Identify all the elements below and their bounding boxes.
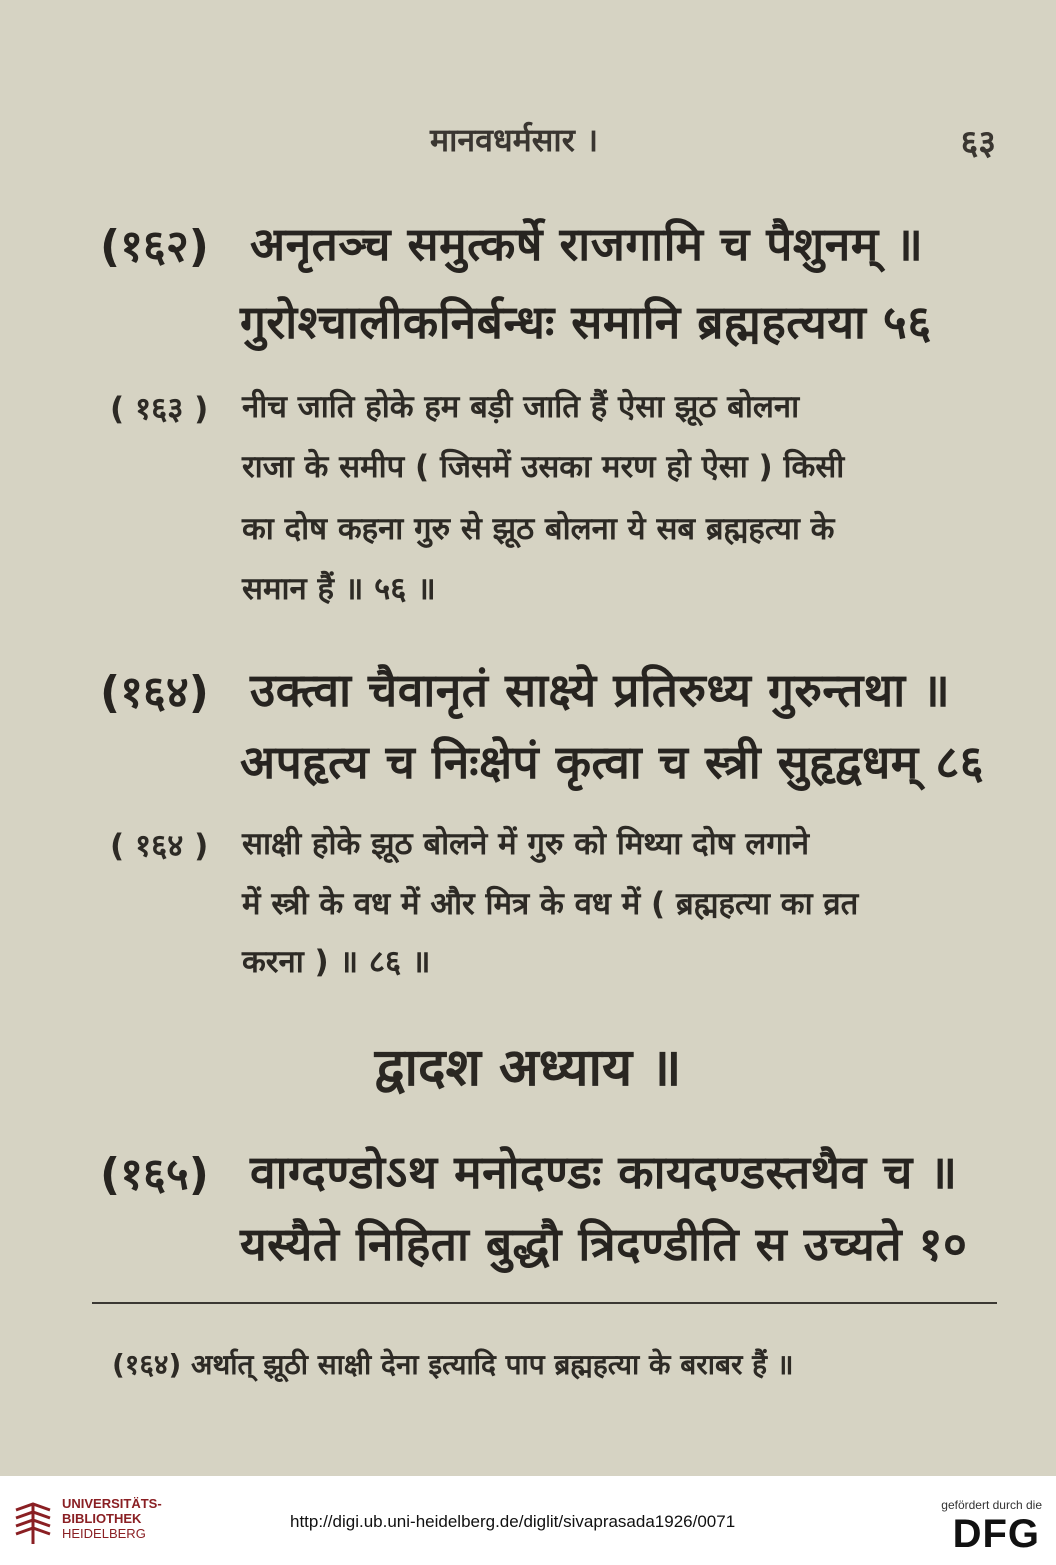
commentary-line: करना ) ॥ ८६ ॥ — [242, 944, 431, 980]
funding-label: gefördert durch die — [941, 1498, 1042, 1512]
verse-line: अनृतञ्च समुत्कर्षे राजगामि च पैशुनम् ॥ — [250, 217, 924, 271]
verse-line: गुरोश्चालीकनिर्बन्धः समानि ब्रह्महत्यया ५६ — [240, 295, 932, 349]
verse-line: वाग्दण्डोऽथ मनोदण्डः कायदण्डस्तथैव च ॥ — [250, 1145, 958, 1199]
commentary-line: राजा के समीप ( जिसमें उसका मरण हो ऐसा ) किसी — [242, 449, 845, 485]
verse-block — [100, 1140, 1000, 1270]
commentary-line: साक्षी होके झूठ बोलने में गुरु को मिथ्या दोष लगाने — [242, 826, 810, 862]
verse-line: अपहृत्य च निःक्षेपं कृत्वा च स्त्री सुहृद्वधम् ८६ — [240, 735, 985, 789]
verse-block — [100, 658, 1000, 788]
library-name — [62, 1496, 162, 1541]
verse-block — [100, 212, 1000, 349]
dfg-logo: DFG — [952, 1512, 1040, 1556]
permalink-url[interactable]: http://digi.ub.uni-heidelberg.de/diglit/sivaprasada1926/0071 — [290, 1512, 736, 1531]
library-name-line: UNIVERSITÄTS- — [62, 1496, 162, 1511]
library-name-line: HEIDELBERG — [62, 1526, 146, 1541]
verse-number: (१६४) — [100, 667, 209, 718]
commentary-number: ( १६४ ) — [110, 828, 209, 864]
page-number: ६३ — [960, 123, 996, 163]
verse-line: यस्यैते निहिता बुद्धौ त्रिदण्डीति स उच्यते १० — [240, 1217, 968, 1271]
library-logo-icon — [12, 1500, 54, 1546]
verse-line: उक्त्वा चैवानृतं साक्ष्ये प्रतिरुध्य गुरुन्तथा ॥ — [250, 663, 951, 717]
commentary-line: समान हैं ॥ ५६ ॥ — [242, 571, 436, 607]
commentary-line: में स्त्री के वध में और मित्र के वध में ( ब्रह्महत्या का व्रत — [242, 886, 859, 922]
chapter-heading: द्वादश अध्याय ॥ — [374, 1038, 682, 1098]
footnote: (१६४) अर्थात् झूठी साक्षी देना इत्यादि पाप ब्रह्महत्या के बराबर हैं ॥ — [112, 1348, 794, 1381]
commentary-block — [110, 385, 1000, 605]
commentary-line: का दोष कहना गुरु से झूठ बोलना ये सब ब्रह्महत्या के — [242, 511, 835, 547]
digitization-footer — [0, 1476, 1056, 1565]
running-title: मानवधर्मसार । — [430, 121, 599, 159]
running-header — [0, 118, 1056, 168]
verse-number: (१६२) — [100, 221, 209, 272]
verse-number: (१६५) — [100, 1149, 209, 1200]
commentary-block — [110, 822, 1000, 992]
commentary-line: नीच जाति होके हम बड़ी जाति हैं ऐसा झूठ बोलना — [242, 389, 800, 425]
commentary-number: ( १६३ ) — [110, 391, 209, 427]
footnote-divider — [92, 1302, 997, 1304]
library-name-line: BIBLIOTHEK — [62, 1511, 142, 1526]
